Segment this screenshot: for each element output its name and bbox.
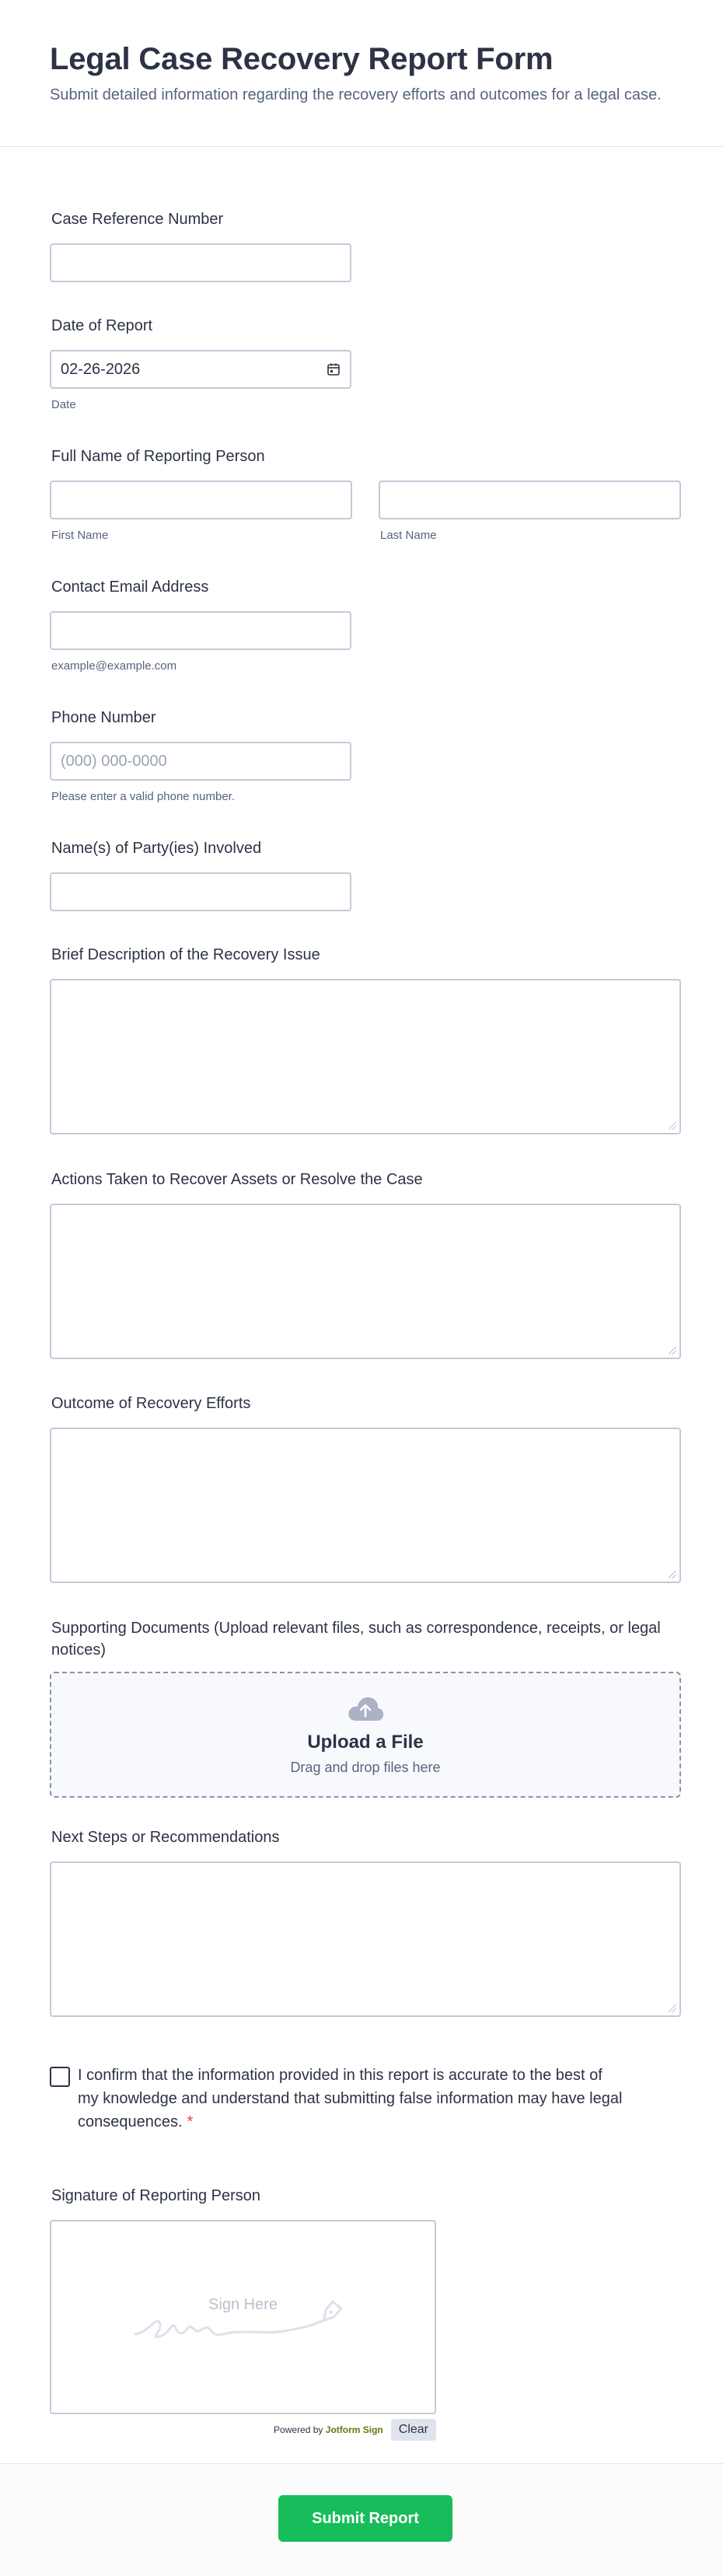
date-label: Date of Report	[51, 317, 153, 334]
confirm-label: I confirm that the information provided in this report is accurate to the best of my knowledge and understand that submitting false information may have legal consequences.	[78, 2067, 623, 2130]
date-input[interactable]	[50, 350, 351, 389]
parties-label: Name(s) of Party(ies) Involved	[51, 840, 262, 857]
phone-input[interactable]: (000) 000-0000	[50, 742, 351, 781]
parties-input[interactable]	[50, 872, 351, 911]
sign-here-placeholder: Sign Here	[208, 2296, 278, 2313]
case-reference-label: Case Reference Number	[51, 211, 224, 228]
actions-question	[50, 1169, 681, 1359]
signature-label: Signature of Reporting Person	[51, 2187, 261, 2204]
email-label: Contact Email Address	[51, 578, 209, 596]
form-subtitle: Submit detailed information regarding the recovery efforts and outcomes for a legal case.	[50, 86, 662, 103]
required-mark: *	[187, 2113, 194, 2130]
email-input[interactable]	[50, 611, 351, 650]
confirm-question	[50, 2065, 625, 2134]
resize-handle[interactable]	[669, 1571, 676, 1578]
documents-question	[50, 1617, 681, 1798]
next-steps-question	[50, 1826, 681, 2017]
full-name-label: Full Name of Reporting Person	[51, 448, 265, 465]
form-footer	[0, 2463, 723, 2576]
upload-subtitle: Drag and drop files here	[290, 1759, 441, 1775]
upload-title: Upload a File	[307, 1731, 424, 1753]
documents-label: Supporting Documents (Upload relevant files, such as correspondence, receipts, or legal notices)	[51, 1620, 661, 1658]
calendar-icon[interactable]	[327, 362, 341, 376]
signature-question	[50, 2185, 436, 2441]
upload-dropzone[interactable]	[50, 1672, 681, 1798]
parties-question	[50, 837, 351, 911]
description-question	[50, 944, 681, 1134]
email-sublabel: example@example.com	[51, 659, 177, 673]
description-label: Brief Description of the Recovery Issue	[51, 946, 320, 963]
outcome-question	[50, 1393, 681, 1583]
submit-report-button[interactable]: Submit Report	[278, 2495, 452, 2542]
first-name-sublabel: First Name	[51, 529, 109, 542]
resize-handle[interactable]	[669, 1122, 676, 1130]
clear-signature-button[interactable]: Clear	[391, 2419, 436, 2441]
phone-question	[50, 707, 351, 803]
form-title: Legal Case Recovery Report Form	[50, 42, 554, 76]
case-reference-question	[50, 208, 351, 282]
first-name-input[interactable]	[50, 481, 352, 519]
powered-brand[interactable]: Jotform Sign	[325, 2424, 383, 2435]
date-value: 02-26-2026	[61, 360, 141, 378]
case-reference-input[interactable]	[50, 243, 351, 282]
description-textarea[interactable]	[50, 979, 681, 1134]
cloud-upload-icon	[347, 1694, 384, 1724]
email-question	[50, 576, 351, 673]
next-steps-label: Next Steps or Recommendations	[51, 1829, 280, 1846]
signature-pad[interactable]	[50, 2220, 436, 2414]
outcome-label: Outcome of Recovery Efforts	[51, 1395, 251, 1412]
resize-handle[interactable]	[669, 1347, 676, 1354]
date-question	[50, 315, 351, 411]
date-sublabel: Date	[51, 398, 76, 411]
confirm-text	[78, 2064, 625, 2134]
full-name-question	[50, 446, 681, 542]
phone-label: Phone Number	[51, 709, 156, 726]
last-name-sublabel: Last Name	[380, 529, 437, 542]
actions-label: Actions Taken to Recover Assets or Resolve the Case	[51, 1171, 423, 1188]
signature-footer	[50, 2419, 436, 2441]
outcome-textarea[interactable]	[50, 1428, 681, 1583]
form-header	[0, 0, 723, 147]
actions-textarea[interactable]	[50, 1204, 681, 1359]
next-steps-textarea[interactable]	[50, 1861, 681, 2017]
confirm-checkbox[interactable]	[50, 2067, 70, 2087]
phone-sublabel: Please enter a valid phone number.	[51, 790, 235, 803]
resize-handle[interactable]	[669, 2005, 676, 2012]
last-name-input[interactable]	[379, 481, 681, 519]
powered-by	[274, 2424, 383, 2435]
powered-prefix: Powered by	[274, 2424, 323, 2435]
